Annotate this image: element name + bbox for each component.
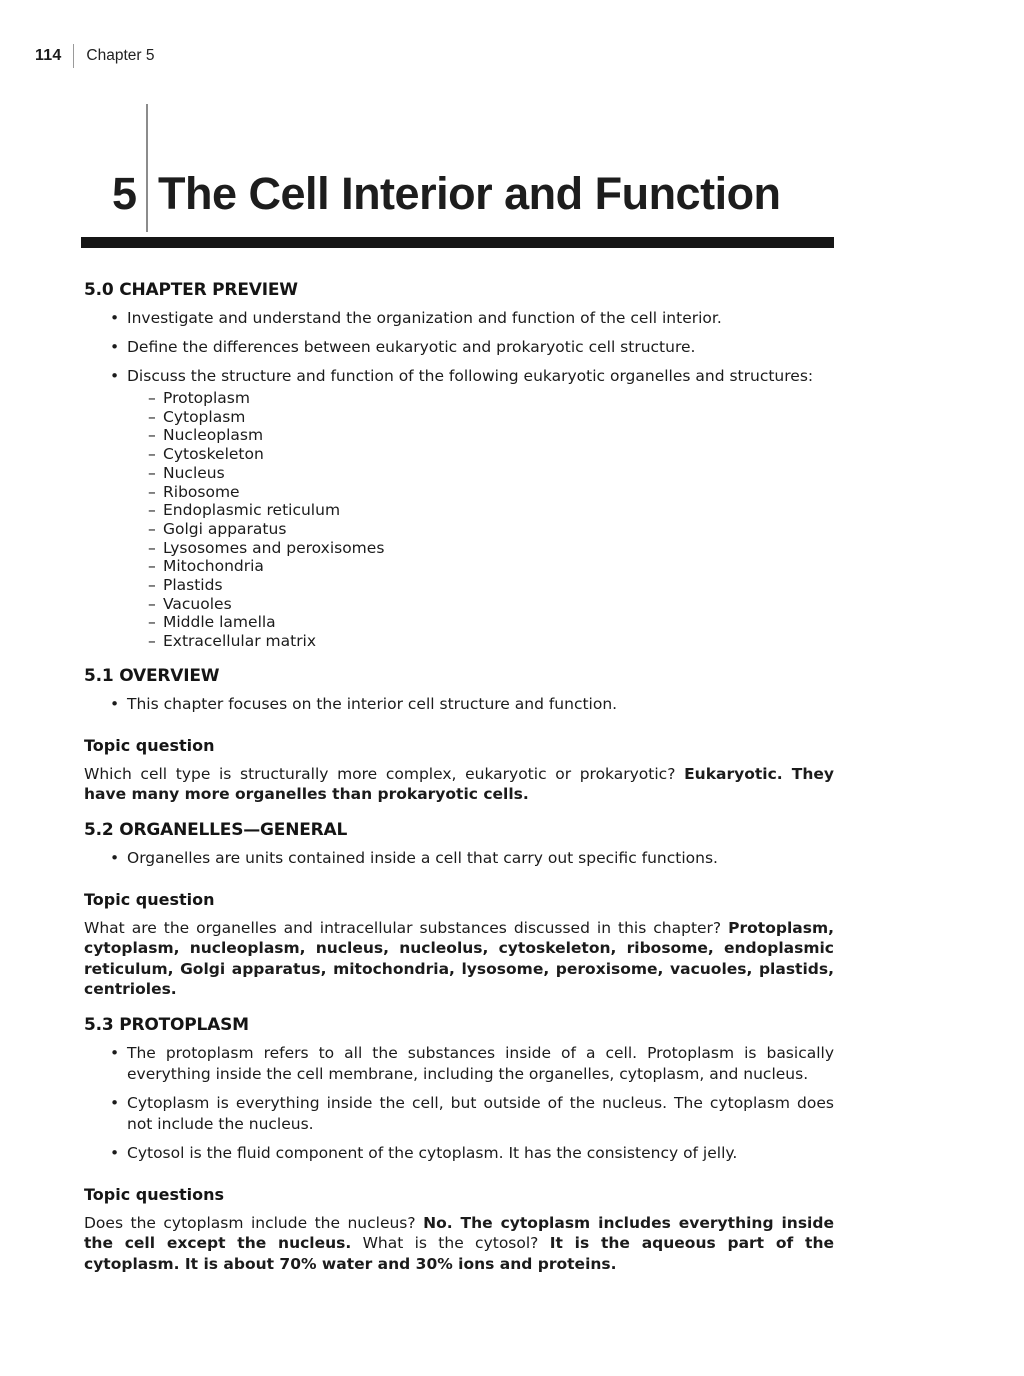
running-head <box>0 0 1024 68</box>
heading-5-3: 5.3 PROTOPLASM <box>84 1014 249 1035</box>
organelle-text: Plastids <box>163 576 223 595</box>
bullet-marker: • <box>110 367 120 385</box>
bullet-marker: • <box>110 309 120 327</box>
topic-questions-label: Topic questions <box>84 1184 225 1204</box>
chapter-number: 5 <box>112 168 138 219</box>
topic-question-label: Topic question <box>84 889 215 909</box>
bullet-item <box>84 308 834 329</box>
organelle-text: Middle lamella <box>163 613 276 632</box>
organelle-text: Cytoskeleton <box>163 445 264 464</box>
bullet-marker: • <box>110 1043 120 1062</box>
organelle-text: Nucleus <box>163 463 225 482</box>
question-text: Does the cytoplasm include the nucleus? <box>84 1213 416 1232</box>
organelle-text: Lysosomes and peroxisomes <box>163 538 385 557</box>
qa-paragraph <box>84 764 834 805</box>
bullet-item <box>84 694 834 715</box>
bullet-item <box>84 848 834 869</box>
bullet-marker: • <box>110 338 120 356</box>
dash-marker: – <box>148 519 156 538</box>
organelles-list <box>84 389 834 651</box>
bullet-item <box>84 1043 834 1085</box>
bullet-text: Cytoplasm is everything inside the cell, but outside of the nucleus. The cytoplasm does not include the nucleus. <box>127 1093 834 1133</box>
header-divider <box>73 44 74 68</box>
heading-5-0: 5.0 CHAPTER PREVIEW <box>84 280 298 300</box>
organelle-item <box>148 557 834 576</box>
dash-marker: – <box>148 426 156 445</box>
bullet-text: Investigate and understand the organization and function of the cell interior. <box>127 309 722 327</box>
topic-question-label: Topic question <box>84 735 215 755</box>
title-rule-bar <box>81 237 834 248</box>
organelle-text: Protoplasm <box>163 389 250 407</box>
bullet-text: This chapter focuses on the interior cell structure and function. <box>127 694 618 713</box>
bullet-text: The protoplasm refers to all the substances inside of a cell. Protoplasm is basically everything inside the cell membrane, including the organelles, cytoplasm, and nucleus. <box>127 1043 834 1083</box>
bullet-text: Cytosol is the fluid component of the cytoplasm. It has the consistency of jelly. <box>127 1143 738 1162</box>
bullet-text: Discuss the structure and function of the following eukaryotic organelles and structures: <box>127 367 814 385</box>
dash-marker: – <box>148 445 156 464</box>
organelle-item <box>148 426 834 445</box>
chapter-title: The Cell Interior and Function <box>158 168 781 219</box>
answer-text: Protoplasm, cytoplasm, nucleoplasm, nucleus, nucleolus, cytoskeleton, ribosome, endoplasmic reticulum, Golgi apparatus, mitochondria, lysosome, peroxisome, vacuoles, plastids, centrioles. <box>84 918 834 999</box>
dash-marker: – <box>148 538 156 557</box>
bullet-item <box>84 337 834 358</box>
answer-text: It is the aqueous part of the cytoplasm. It is about 70% water and 30% ions and proteins. <box>84 1234 834 1273</box>
organelle-item <box>148 464 834 483</box>
qa-paragraph <box>84 1213 834 1275</box>
question-text: What is the cytosol? <box>362 1234 539 1253</box>
dash-marker: – <box>148 389 156 407</box>
dash-marker: – <box>148 501 156 520</box>
organelle-text: Ribosome <box>163 482 240 501</box>
bullet-marker: • <box>110 1143 120 1162</box>
organelle-text: Cytoplasm <box>163 407 246 426</box>
chapter-title-block <box>112 104 1024 232</box>
organelle-item <box>148 501 834 520</box>
answer-text: Eukaryotic. They have many more organelles than prokaryotic cells. <box>84 764 834 804</box>
organelle-item <box>148 389 834 408</box>
bullet-item <box>84 1143 834 1164</box>
running-chapter-label: Chapter 5 <box>86 47 155 64</box>
dash-marker: – <box>148 576 156 595</box>
protoplasm-bullets <box>84 1043 834 1164</box>
bullet-item <box>84 1093 834 1135</box>
organelle-item <box>148 539 834 558</box>
organelle-item <box>148 613 834 632</box>
chapter-preview-bullets <box>84 308 834 387</box>
question-text: What are the organelles and intracellular substances discussed in this chapter? <box>84 918 722 937</box>
organelle-text: Endoplasmic reticulum <box>163 501 341 520</box>
dash-marker: – <box>148 632 156 651</box>
organelle-text: Vacuoles <box>163 594 232 613</box>
overview-bullets <box>84 694 834 715</box>
dash-marker: – <box>148 482 156 501</box>
dash-marker: – <box>148 613 156 632</box>
qa-paragraph <box>84 918 834 1000</box>
page-number: 114 <box>35 47 62 64</box>
dash-marker: – <box>148 594 156 613</box>
organelle-item <box>148 576 834 595</box>
organelles-general-bullets <box>84 848 834 869</box>
organelle-text: Golgi apparatus <box>163 519 287 538</box>
organelle-item <box>148 632 834 651</box>
bullet-marker: • <box>110 694 120 713</box>
heading-5-2: 5.2 ORGANELLES—GENERAL <box>84 819 348 840</box>
organelle-item <box>148 483 834 502</box>
answer-text: No. The cytoplasm includes everything inside the cell except the nucleus. <box>84 1213 834 1253</box>
organelle-text: Nucleoplasm <box>163 426 264 445</box>
organelle-item <box>148 445 834 464</box>
dash-marker: – <box>148 557 156 576</box>
organelle-item <box>148 520 834 539</box>
bullet-text: Define the differences between eukaryotic and prokaryotic cell structure. <box>127 338 696 356</box>
organelle-item <box>148 408 834 427</box>
bullet-item <box>84 366 834 387</box>
dash-marker: – <box>148 463 156 482</box>
bullet-marker: • <box>110 1093 120 1112</box>
heading-5-1: 5.1 OVERVIEW <box>84 665 220 686</box>
page-content <box>84 280 834 1274</box>
question-text: Which cell type is structurally more complex, eukaryotic or prokaryotic? <box>84 764 676 783</box>
bullet-marker: • <box>110 848 120 867</box>
organelle-item <box>148 595 834 614</box>
organelle-text: Extracellular matrix <box>163 632 317 651</box>
organelle-text: Mitochondria <box>163 557 264 576</box>
bullet-text: Organelles are units contained inside a cell that carry out specific functions. <box>127 848 718 867</box>
dash-marker: – <box>148 407 156 426</box>
